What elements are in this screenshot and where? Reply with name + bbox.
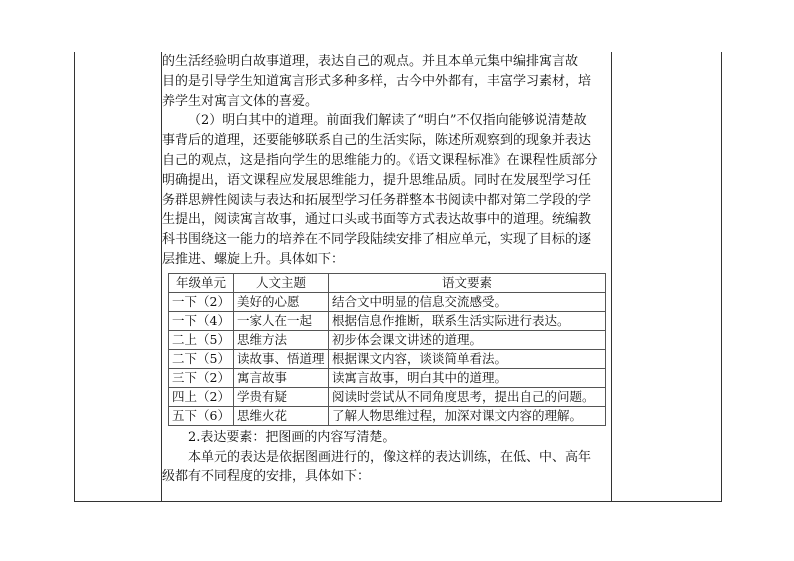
unit-progression-table [168,273,606,426]
cell-grade-unit: 五下（6） [169,406,234,425]
section2-heading: 2.表达要素：把图画的内容写清楚。 [188,429,396,445]
table-row [169,349,606,368]
cell-grade-unit: 一下（2） [169,292,234,311]
table-header-row [169,273,606,292]
table-row [169,406,606,425]
table-row [169,311,606,330]
cell-grade-unit: 二下（5） [169,349,234,368]
cell-element: 根据课文内容，谈谈简单看法。 [329,349,606,368]
header-theme: 人文主题 [234,273,329,292]
cell-theme: 寓言故事 [234,368,329,387]
cell-grade-unit: 四上（2） [169,387,234,406]
para2-line: 明确提出，语文课程应发展思维能力，提升思维品质。同时在发展型学习任 [162,172,592,188]
cell-theme: 思维方法 [234,330,329,349]
cell-theme: 思维火花 [234,406,329,425]
para2-line: 生提出，阅读寓言故事，通过口头或书面等方式表达故事中的道理。统编教 [162,212,592,228]
cell-element: 初步体会课文讲述的道理。 [329,330,606,349]
cell-grade-unit: 二上（5） [169,330,234,349]
cell-theme: 美好的心愿 [234,292,329,311]
cell-grade-unit: 一下（4） [169,311,234,330]
para2-line: （2）明白其中的道理。前面我们解读了“明白”不仅指向能够说清楚故 [188,113,587,129]
table-row [169,368,606,387]
para2-line: 事背后的道理，还要能够联系自己的生活实际，陈述所观察到的现象并表达 [162,133,592,149]
para2-line: 务群思辨性阅读与表达和拓展型学习任务群整本书阅读中都对第二学段的学 [162,192,592,208]
para2-line: 科书围绕这一能力的培养在不同学段陆续安排了相应单元，实现了目标的逐 [162,232,592,248]
section2-line: 级都有不同程度的安排，具体如下： [162,469,371,485]
header-language-element: 语文要素 [329,273,606,292]
intro-line: 的生活经验明白故事道理，表达自己的观点。并且本单元集中编排寓言故 [162,54,579,69]
cell-theme: 一家人在一起 [234,311,329,330]
cell-element: 读寓言故事，明白其中的道理。 [329,368,606,387]
cell-element: 根据信息作推断，联系生活实际进行表达。 [329,311,606,330]
cell-element: 结合文中明显的信息交流感受。 [329,292,606,311]
para2-line: 层推进、螺旋上升。具体如下： [162,251,345,267]
cell-theme: 读故事、悟道理 [234,349,329,368]
intro-line: 养学生对寓言文体的喜爱。 [162,93,319,109]
table-row [169,292,606,311]
cell-theme: 学贵有疑 [234,387,329,406]
intro-line: 目的是引导学生知道寓言形式多种多样，古今中外都有，丰富学习素材，培 [162,73,592,89]
cell-grade-unit: 三下（2） [169,368,234,387]
column-divider-right [611,52,612,501]
table-row [169,387,606,406]
document-content [162,52,610,487]
section2-line: 本单元的表达是依据图画进行的，像这样的表达训练，在低、中、高年 [188,449,592,465]
table-row [169,330,606,349]
cell-element: 了解人物思维过程，加深对课文内容的理解。 [329,406,606,425]
para2-line: 自己的观点，这是指向学生的思维能力的。《语文课程标准》在课程性质部分 [162,152,598,168]
header-grade-unit: 年级单元 [169,273,234,292]
cell-element: 阅读时尝试从不同角度思考，提出自己的问题。 [329,387,606,406]
